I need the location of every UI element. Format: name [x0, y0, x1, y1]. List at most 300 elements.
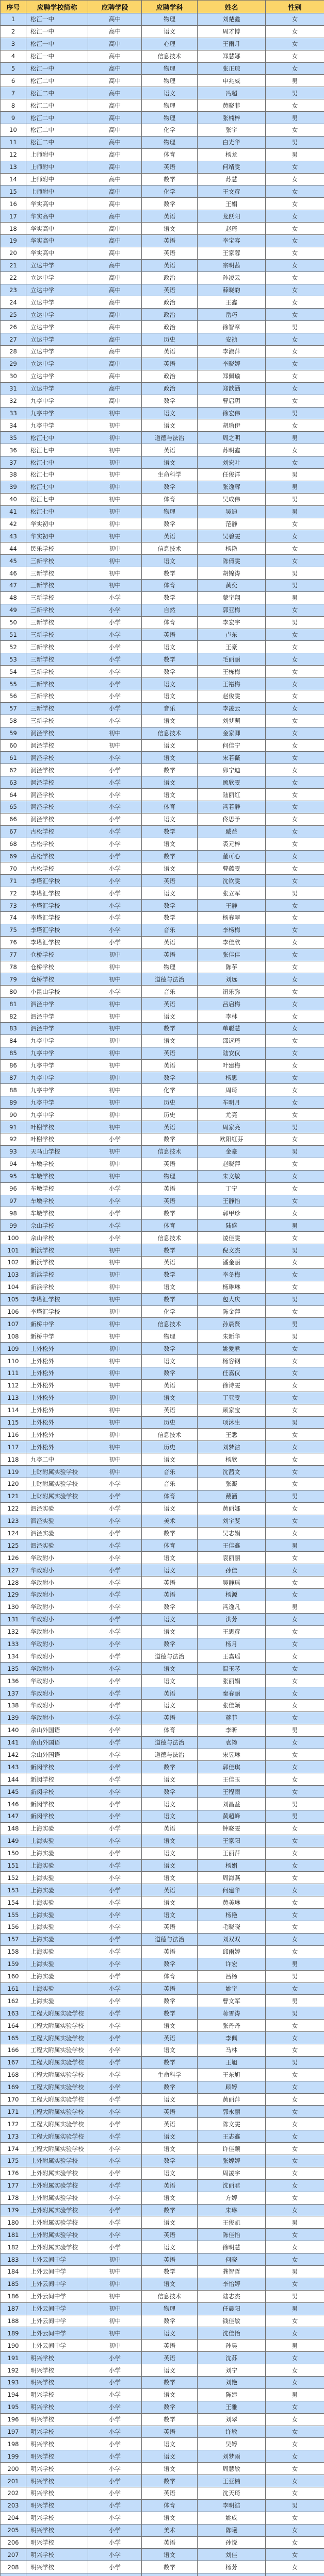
- cell-gender: 女: [266, 1835, 324, 1847]
- cell-stage: 初中: [88, 444, 142, 456]
- table-row: [1, 161, 324, 173]
- cell-stage: 初中: [88, 1145, 142, 1158]
- cell-name: 卢东: [198, 629, 266, 641]
- cell-stage: 初中: [88, 1084, 142, 1096]
- cell-name: 申兆威: [198, 75, 266, 87]
- cell-gender: 女: [266, 1256, 324, 1268]
- cell-stage: 小学: [88, 936, 142, 948]
- cell-index: 109: [1, 1343, 26, 1355]
- cell-stage: 初中: [88, 2265, 142, 2278]
- table-row: [1, 382, 324, 395]
- table-row: [1, 789, 324, 801]
- cell-stage: 初中: [88, 1429, 142, 1441]
- cell-index: 116: [1, 1429, 26, 1441]
- cell-stage: 高中: [88, 185, 142, 198]
- cell-name: 杨艳: [198, 543, 266, 555]
- cell-name: 吴迪: [198, 505, 266, 518]
- cell-gender: 女: [266, 850, 324, 862]
- cell-subject: 语文: [142, 25, 198, 38]
- cell-stage: 初中: [88, 567, 142, 580]
- table-row: [1, 629, 324, 641]
- cell-subject: 语文: [142, 2020, 198, 2032]
- cell-name: 孙凌云: [198, 272, 266, 284]
- cell-gender: 女: [266, 1404, 324, 1416]
- cell-school: 明兴学校: [26, 2487, 88, 2500]
- cell-gender: 男: [266, 1724, 324, 1736]
- table-row: [1, 395, 324, 407]
- cell-name: 王程雨: [198, 1786, 266, 1798]
- cell-gender: 女: [266, 1441, 324, 1453]
- cell-subject: 信息技术: [142, 543, 198, 555]
- cell-stage: 小学: [88, 1945, 142, 1958]
- cell-name: 姚宇: [198, 1982, 266, 1995]
- table-row: [1, 875, 324, 887]
- table-row: [1, 1343, 324, 1355]
- table-row: [1, 727, 324, 739]
- cell-name: 蒙宇翔: [198, 591, 266, 604]
- cell-name: 赵俊雯: [198, 690, 266, 702]
- cell-gender: 女: [266, 1687, 324, 1700]
- cell-gender: 男: [266, 2056, 324, 2069]
- cell-gender: 女: [266, 2278, 324, 2290]
- cell-school: 三新学校: [26, 591, 88, 604]
- cell-stage: 小学: [88, 2020, 142, 2032]
- cell-subject: 英语: [142, 161, 198, 173]
- cell-subject: 体育: [142, 1539, 198, 1552]
- cell-stage: 小学: [88, 1577, 142, 1589]
- cell-name: 杨春翠: [198, 912, 266, 924]
- cell-school: 华政附小: [26, 1625, 88, 1638]
- cell-name: 刘翠: [198, 2413, 266, 2426]
- cell-subject: 道德与法治: [142, 1933, 198, 1945]
- cell-stage: 初中: [88, 727, 142, 739]
- cell-name: 杨容钢: [198, 1355, 266, 1367]
- cell-index: 125: [1, 1539, 26, 1552]
- cell-subject: 语文: [142, 2278, 198, 2290]
- cell-subject: 语文: [142, 555, 198, 567]
- cell-name: 刘昌益: [198, 1798, 266, 1810]
- cell-gender: 女: [266, 1047, 324, 1059]
- cell-gender: 女: [266, 395, 324, 407]
- cell-name: 金豪: [198, 1145, 266, 1158]
- cell-school: 古松学校: [26, 850, 88, 862]
- cell-school: 三新学校: [26, 579, 88, 591]
- table-row: [1, 1502, 324, 1515]
- cell-gender: 女: [266, 50, 324, 62]
- cell-name: 钮乐弥: [198, 986, 266, 998]
- table-row: [1, 1835, 324, 1847]
- cell-gender: 女: [266, 1429, 324, 1441]
- cell-index: 202: [1, 2487, 26, 2500]
- cell-stage: 小学: [88, 2463, 142, 2475]
- cell-name: 刘宁: [198, 2364, 266, 2377]
- cell-subject: 物理: [142, 2302, 198, 2315]
- cell-subject: 英语: [142, 2536, 198, 2549]
- cell-gender: 女: [266, 1379, 324, 1392]
- cell-stage: 小学: [88, 1219, 142, 1232]
- cell-stage: 小学: [88, 2081, 142, 2093]
- cell-name: 郑歆涵: [198, 382, 266, 395]
- cell-gender: 女: [266, 1909, 324, 1921]
- cell-name: 龙跃阳: [198, 210, 266, 223]
- cell-gender: 女: [266, 702, 324, 715]
- cell-school: 立达中学: [26, 309, 88, 321]
- cell-gender: 女: [266, 247, 324, 259]
- cell-school: 上外附属实验学校: [26, 2204, 88, 2216]
- cell-stage: 小学: [88, 2192, 142, 2204]
- cell-gender: 女: [266, 1872, 324, 1884]
- cell-index: 66: [1, 813, 26, 825]
- cell-index: 127: [1, 1564, 26, 1577]
- table-row: [1, 173, 324, 185]
- cell-name: 秦春丽: [198, 1687, 266, 1700]
- table-row: [1, 825, 324, 838]
- cell-gender: 女: [266, 1711, 324, 1724]
- cell-gender: 女: [266, 752, 324, 764]
- cell-school: 上海实验: [26, 1958, 88, 1970]
- cell-name: 钟晓雯: [198, 1822, 266, 1835]
- cell-stage: 小学: [88, 2549, 142, 2561]
- cell-gender: 女: [266, 1921, 324, 1934]
- cell-name: 陆志杰: [198, 2290, 266, 2302]
- cell-subject: 语文: [142, 789, 198, 801]
- cell-name: 沈钦雯: [198, 875, 266, 887]
- table-row: [1, 1859, 324, 1872]
- cell-gender: 女: [266, 1010, 324, 1023]
- cell-subject: 数学: [142, 2475, 198, 2487]
- cell-index: 156: [1, 1921, 26, 1934]
- cell-index: 133: [1, 1638, 26, 1650]
- cell-subject: 物理: [142, 13, 198, 26]
- cell-stage: 小学: [88, 1724, 142, 1736]
- cell-stage: 小学: [88, 1700, 142, 1712]
- table-row: [1, 1145, 324, 1158]
- cell-subject: 语文: [142, 813, 198, 825]
- cell-stage: 小学: [88, 912, 142, 924]
- cell-name: 岳巧: [198, 309, 266, 321]
- table-row: [1, 321, 324, 333]
- cell-gender: 女: [266, 38, 324, 50]
- cell-stage: 小学: [88, 2377, 142, 2389]
- cell-name: 丁亚雯: [198, 1392, 266, 1404]
- cell-index: 161: [1, 1982, 26, 1995]
- cell-school: 立达中学: [26, 382, 88, 395]
- table-row: [1, 1945, 324, 1958]
- cell-stage: 小学: [88, 2106, 142, 2118]
- cell-gender: 女: [266, 2130, 324, 2143]
- cell-stage: 初中: [88, 1441, 142, 1453]
- cell-index: 21: [1, 259, 26, 272]
- header-gender: 性别: [266, 1, 324, 13]
- cell-gender: 女: [266, 1786, 324, 1798]
- cell-gender: 女: [266, 1392, 324, 1404]
- cell-subject: 英语: [142, 2118, 198, 2130]
- cell-subject: 语文: [142, 2241, 198, 2253]
- cell-school: 松江一中: [26, 13, 88, 26]
- cell-index: 62: [1, 764, 26, 776]
- cell-stage: 小学: [88, 813, 142, 825]
- cell-school: 泗泾中学: [26, 1023, 88, 1035]
- table-row: [1, 2081, 324, 2093]
- cell-school: 泗泾实验: [26, 1539, 88, 1552]
- cell-name: 王亚楠: [198, 2475, 266, 2487]
- cell-school: 松江二中: [26, 112, 88, 124]
- cell-index: 150: [1, 1847, 26, 1859]
- cell-school: 新浜学校: [26, 1268, 88, 1281]
- cell-name: 陈曦: [198, 2524, 266, 2536]
- cell-name: 陈佳怡: [198, 2229, 266, 2241]
- cell-name: 王俊凯: [198, 2216, 266, 2229]
- cell-stage: 小学: [88, 1982, 142, 1995]
- cell-school: 九亭中学: [26, 407, 88, 419]
- cell-name: 王裕梅: [198, 678, 266, 690]
- cell-index: 136: [1, 1675, 26, 1687]
- table-row: [1, 1958, 324, 1970]
- cell-index: 198: [1, 2438, 26, 2450]
- cell-index: 48: [1, 591, 26, 604]
- table-row: [1, 1047, 324, 1059]
- cell-name: 吴静瑶: [198, 1577, 266, 1589]
- table-row: [1, 1896, 324, 1909]
- cell-gender: 女: [266, 296, 324, 309]
- cell-school: 松江七中: [26, 505, 88, 518]
- table-row: [1, 998, 324, 1010]
- cell-name: 陈倩雯: [198, 555, 266, 567]
- cell-gender: 女: [266, 1859, 324, 1872]
- cell-index: 118: [1, 1453, 26, 1466]
- cell-index: 95: [1, 1170, 26, 1182]
- cell-stage: 小学: [88, 1490, 142, 1502]
- cell-name: 刘楚鑫: [198, 13, 266, 26]
- cell-index: 205: [1, 2524, 26, 2536]
- cell-school: 天马山学校: [26, 1145, 88, 1158]
- cell-gender: 女: [266, 690, 324, 702]
- cell-index: 126: [1, 1552, 26, 1564]
- cell-stage: 小学: [88, 2401, 142, 2413]
- cell-subject: 历史: [142, 1109, 198, 1121]
- cell-stage: 高中: [88, 272, 142, 284]
- table-row: [1, 912, 324, 924]
- cell-name: 李怡婷: [198, 2278, 266, 2290]
- table-row: [1, 1441, 324, 1453]
- cell-gender: 女: [266, 2463, 324, 2475]
- cell-gender: 女: [266, 2401, 324, 2413]
- table-row: [1, 1687, 324, 1700]
- cell-stage: 小学: [88, 789, 142, 801]
- cell-school: 华政附小: [26, 1552, 88, 1564]
- cell-stage: 初中: [88, 1072, 142, 1084]
- cell-name: 顾欣雯: [198, 776, 266, 789]
- cell-subject: 数学: [142, 567, 198, 580]
- cell-school: 泗泾中学: [26, 998, 88, 1010]
- cell-subject: 英语: [142, 2352, 198, 2364]
- cell-stage: 初中: [88, 1256, 142, 1268]
- table-row: [1, 1404, 324, 1416]
- cell-index: 117: [1, 1441, 26, 1453]
- cell-stage: 小学: [88, 2007, 142, 2020]
- cell-index: 93: [1, 1145, 26, 1158]
- cell-school: 民乐学校: [26, 543, 88, 555]
- cell-gender: 女: [266, 1552, 324, 1564]
- table-row: [1, 838, 324, 850]
- table-row: [1, 2327, 324, 2340]
- cell-index: 176: [1, 2167, 26, 2179]
- cell-index: 96: [1, 1182, 26, 1195]
- cell-gender: 女: [266, 653, 324, 666]
- cell-gender: 男: [266, 1798, 324, 1810]
- cell-school: 华政附小: [26, 1638, 88, 1650]
- table-row: [1, 1084, 324, 1096]
- cell-subject: 语文: [142, 2549, 198, 2561]
- cell-index: 148: [1, 1822, 26, 1835]
- cell-subject: 体育: [142, 2499, 198, 2512]
- cell-school: 仓桥学校: [26, 948, 88, 961]
- table-row: [1, 1884, 324, 1896]
- cell-subject: 音乐: [142, 702, 198, 715]
- cell-index: 98: [1, 1207, 26, 1219]
- cell-index: 6: [1, 75, 26, 87]
- cell-school: 古松学校: [26, 862, 88, 875]
- cell-name: 潘金丽: [198, 1256, 266, 1268]
- cell-subject: 英语: [142, 358, 198, 370]
- cell-name: 徐智章: [198, 321, 266, 333]
- cell-subject: 英语: [142, 284, 198, 296]
- cell-index: 192: [1, 2364, 26, 2377]
- cell-index: 180: [1, 2216, 26, 2229]
- cell-stage: 小学: [88, 1638, 142, 1650]
- cell-name: 王嘉瑶: [198, 1650, 266, 1663]
- cell-subject: 语文: [142, 1835, 198, 1847]
- cell-name: 尤亮: [198, 1109, 266, 1121]
- cell-name: 袁丽丽: [198, 1552, 266, 1564]
- cell-stage: 小学: [88, 1810, 142, 1823]
- cell-index: 90: [1, 1109, 26, 1121]
- cell-gender: 女: [266, 1343, 324, 1355]
- cell-index: 1: [1, 13, 26, 26]
- cell-gender: 女: [266, 1613, 324, 1625]
- cell-gender: 女: [266, 2155, 324, 2167]
- cell-gender: 女: [266, 2093, 324, 2106]
- header-subject: 应聘学科: [142, 1, 198, 13]
- cell-subject: 数学: [142, 1527, 198, 1539]
- cell-subject: 道德与法治: [142, 1749, 198, 1761]
- cell-school: 工程大附属实验学校: [26, 2032, 88, 2044]
- cell-gender: 女: [266, 62, 324, 75]
- cell-index: 164: [1, 2020, 26, 2032]
- cell-index: 33: [1, 407, 26, 419]
- cell-index: 134: [1, 1650, 26, 1663]
- cell-stage: 小学: [88, 2413, 142, 2426]
- cell-school: 华政附小: [26, 1711, 88, 1724]
- cell-school: 华实初中: [26, 518, 88, 530]
- cell-name: 安祯: [198, 333, 266, 346]
- cell-index: 191: [1, 2352, 26, 2364]
- cell-stage: 初中: [88, 1466, 142, 1478]
- cell-subject: 政治: [142, 296, 198, 309]
- cell-school: 上外附属实验学校: [26, 2229, 88, 2241]
- table-row: [1, 2426, 324, 2438]
- cell-stage: 小学: [88, 2155, 142, 2167]
- table-row: [1, 247, 324, 259]
- cell-index: 56: [1, 690, 26, 702]
- cell-name: 张正琼: [198, 62, 266, 75]
- cell-school: 松江二中: [26, 87, 88, 99]
- cell-subject: 物理: [142, 505, 198, 518]
- cell-school: 三新学校: [26, 690, 88, 702]
- cell-subject: 化学: [142, 185, 198, 198]
- cell-index: 78: [1, 961, 26, 973]
- cell-index: 185: [1, 2278, 26, 2290]
- cell-stage: 小学: [88, 2204, 142, 2216]
- cell-stage: 小学: [88, 2093, 142, 2106]
- cell-index: 151: [1, 1859, 26, 1872]
- cell-gender: 女: [266, 223, 324, 235]
- table-row: [1, 407, 324, 419]
- cell-gender: 女: [266, 518, 324, 530]
- cell-index: 8: [1, 99, 26, 112]
- cell-stage: 小学: [88, 1884, 142, 1896]
- table-row: [1, 2143, 324, 2155]
- table-row: [1, 961, 324, 973]
- cell-gender: 女: [266, 641, 324, 653]
- cell-stage: 高中: [88, 148, 142, 161]
- cell-name: 李林: [198, 1010, 266, 1023]
- cell-name: 任嘉仪: [198, 1367, 266, 1379]
- cell-school: 明兴学校: [26, 2499, 88, 2512]
- cell-index: 169: [1, 2081, 26, 2093]
- cell-gender: 女: [266, 862, 324, 875]
- cell-gender: 女: [266, 235, 324, 247]
- cell-stage: 初中: [88, 1096, 142, 1109]
- cell-school: 三新学校: [26, 678, 88, 690]
- cell-subject: 语文: [142, 1281, 198, 1293]
- cell-school: 古松学校: [26, 825, 88, 838]
- cell-school: 松江七中: [26, 444, 88, 456]
- cell-gender: 女: [266, 2549, 324, 2561]
- cell-gender: 女: [266, 185, 324, 198]
- cell-name: 顾家宝: [198, 1404, 266, 1416]
- cell-index: 86: [1, 1059, 26, 1072]
- cell-stage: 小学: [88, 1589, 142, 1601]
- cell-name: 曹蕴雯: [198, 862, 266, 875]
- cell-school: 三新学校: [26, 567, 88, 580]
- cell-index: 89: [1, 1096, 26, 1109]
- cell-stage: 小学: [88, 1527, 142, 1539]
- cell-gender: 女: [266, 1367, 324, 1379]
- cell-stage: 初中: [88, 1023, 142, 1035]
- cell-school: 李塔汇学校: [26, 1306, 88, 1318]
- table-row: [1, 2352, 324, 2364]
- cell-subject: 数学: [142, 1786, 198, 1798]
- cell-subject: 英语: [142, 1711, 198, 1724]
- cell-school: 明兴学校: [26, 2463, 88, 2475]
- cell-index: 119: [1, 1466, 26, 1478]
- cell-gender: 男: [266, 136, 324, 148]
- cell-school: 松江一中: [26, 25, 88, 38]
- cell-school: 叶榭学校: [26, 1121, 88, 1133]
- cell-index: 28: [1, 346, 26, 358]
- cell-name: 徐诗雯: [198, 1379, 266, 1392]
- cell-subject: 数学: [142, 1244, 198, 1257]
- cell-stage: 高中: [88, 346, 142, 358]
- cell-school: 松江一中: [26, 50, 88, 62]
- cell-stage: 小学: [88, 666, 142, 678]
- cell-name: 叶建梅: [198, 1059, 266, 1072]
- cell-school: 新闵学校: [26, 1810, 88, 1823]
- table-row: [1, 296, 324, 309]
- cell-stage: 高中: [88, 309, 142, 321]
- cell-subject: 语文: [142, 2044, 198, 2056]
